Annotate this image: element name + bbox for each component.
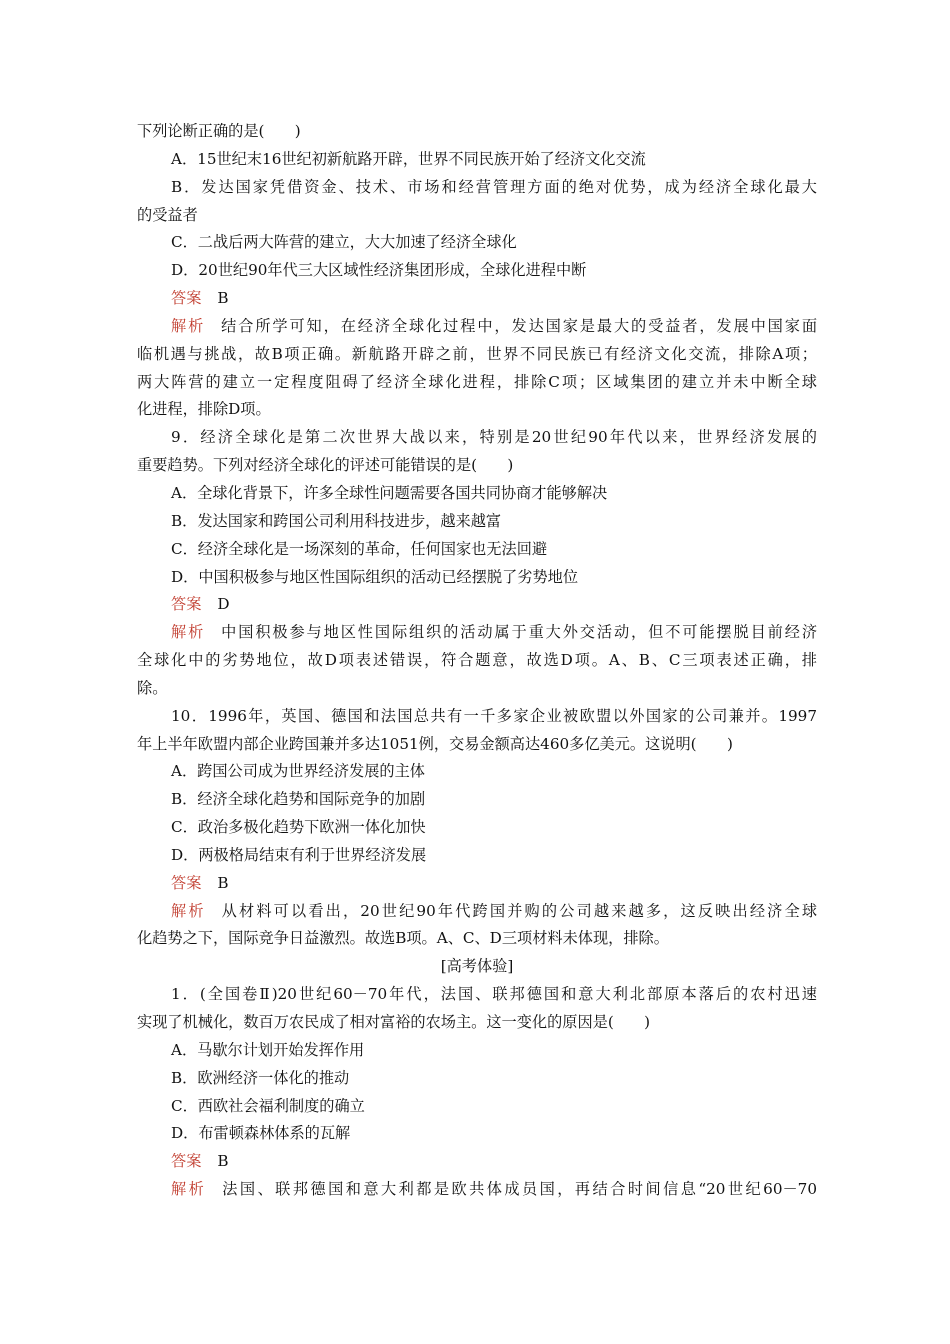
analysis-label: 解析 (171, 901, 206, 920)
question-stem: 1．(全国卷Ⅱ)20世纪60－70年代，法国、联邦德国和意大利北部原本落后的农村迅速 (171, 985, 817, 1004)
question-stem: 下列论断正确的是( ) (137, 122, 301, 140)
analysis-label: 解析 (171, 623, 206, 642)
option-c: C．政治多极化趋势下欧洲一体化加快 (171, 818, 426, 837)
option-c: C．经济全球化是一场深刻的革命，任何国家也无法回避 (171, 539, 548, 558)
option-b: B．经济全球化趋势和国际竞争的加剧 (171, 790, 426, 809)
analysis-label: 解析 (171, 1180, 207, 1199)
option-c: C．二战后两大阵营的建立，大大加速了经济全球化 (171, 233, 517, 252)
option-a: A．跨国公司成为世界经济发展的主体 (171, 762, 425, 781)
answer-value: B (217, 1152, 229, 1171)
analysis-text: 结合所学可知，在经济全球化过程中，发达国家是最大的受益者，发展中国家面 (221, 316, 817, 335)
answer-value: B (217, 873, 229, 892)
answer-label: 答案 (171, 1152, 202, 1171)
answer-value: D (217, 595, 230, 614)
option-d: D．中国积极参与地区性国际组织的活动已经摆脱了劣势地位 (171, 567, 579, 586)
analysis-line (137, 619, 817, 647)
option-b: B．发达国家和跨国公司利用科技进步，越来越富 (171, 511, 502, 530)
analysis-text: 除。 (137, 678, 168, 697)
section-title: [高考体验] (440, 957, 514, 976)
option-a: A．15世纪末16世纪初新航路开辟，世界不同民族开始了经济文化交流 (171, 149, 646, 168)
analysis-text: 全球化中的劣势地位，故D项表述错误，符合题意，故选D项。A、B、C三项表述正确，排 (137, 651, 817, 670)
analysis-label: 解析 (171, 316, 206, 335)
answer-line (137, 285, 817, 313)
answer-label: 答案 (171, 873, 202, 892)
answer-label: 答案 (171, 289, 202, 308)
option-a: A．全球化背景下，许多全球性问题需要各国共同协商才能够解决 (171, 483, 608, 502)
option-c: C．西欧社会福利制度的确立 (171, 1096, 365, 1115)
answer-label: 答案 (171, 595, 202, 614)
question-stem: 10．1996年，英国、德国和法国总共有一千多家企业被欧盟以外国家的公司兼并。1997 (171, 706, 817, 725)
answer-line (137, 1148, 817, 1176)
analysis-text: 中国积极参与地区性国际组织的活动属于重大外交活动，但不可能摆脱目前经济 (221, 623, 817, 642)
answer-line (137, 870, 817, 898)
option-b: B．发达国家凭借资金、技术、市场和经营管理方面的绝对优势，成为经济全球化最大 (171, 177, 817, 196)
analysis-text: 两大阵营的建立一定程度阻碍了经济全球化进程，排除C项；区域集团的建立并未中断全球 (137, 372, 817, 391)
question-stem: 9．经济全球化是第二次世界大战以来，特别是20世纪90年代以来，世界经济发展的 (171, 428, 817, 447)
analysis-text: 化进程，排除D项。 (137, 400, 271, 419)
option-b-continued: 的受益者 (137, 205, 198, 224)
analysis-line (137, 313, 817, 341)
analysis-line (137, 1176, 817, 1204)
analysis-text: 临机遇与挑战，故B项正确。新航路开辟之前，世界不同民族已有经济文化交流，排除A项； (137, 344, 817, 363)
option-d: D．布雷顿森林体系的瓦解 (171, 1124, 351, 1143)
analysis-text: 从材料可以看出，20世纪90年代跨国并购的公司越来越多，这反映出经济全球 (221, 901, 817, 920)
analysis-line (137, 898, 817, 926)
option-b: B．欧洲经济一体化的推动 (171, 1068, 350, 1087)
question-stem: 实现了机械化，数百万农民成了相对富裕的农场主。这一变化的原因是( ) (137, 1013, 651, 1031)
question-stem: 重要趋势。下列对经济全球化的评述可能错误的是( ) (137, 456, 514, 475)
option-d: D．20世纪90年代三大区域性经济集团形成，全球化进程中断 (171, 261, 587, 280)
document-body (137, 118, 817, 1204)
option-a: A．马歇尔计划开始发挥作用 (171, 1040, 365, 1059)
analysis-text: 法国、联邦德国和意大利都是欧共体成员国，再结合时间信息“20世纪60－70 (222, 1180, 817, 1199)
answer-value: B (217, 289, 229, 308)
analysis-text: 化趋势之下，国际竞争日益激烈。故选B项。A、C、D三项材料未体现，排除。 (137, 929, 669, 948)
option-d: D．两极格局结束有利于世界经济发展 (171, 845, 427, 864)
question-stem: 年上半年欧盟内部企业跨国兼并多达1051例，交易金额高达460多亿美元。这说明( ) (137, 734, 733, 753)
answer-line (137, 591, 817, 619)
